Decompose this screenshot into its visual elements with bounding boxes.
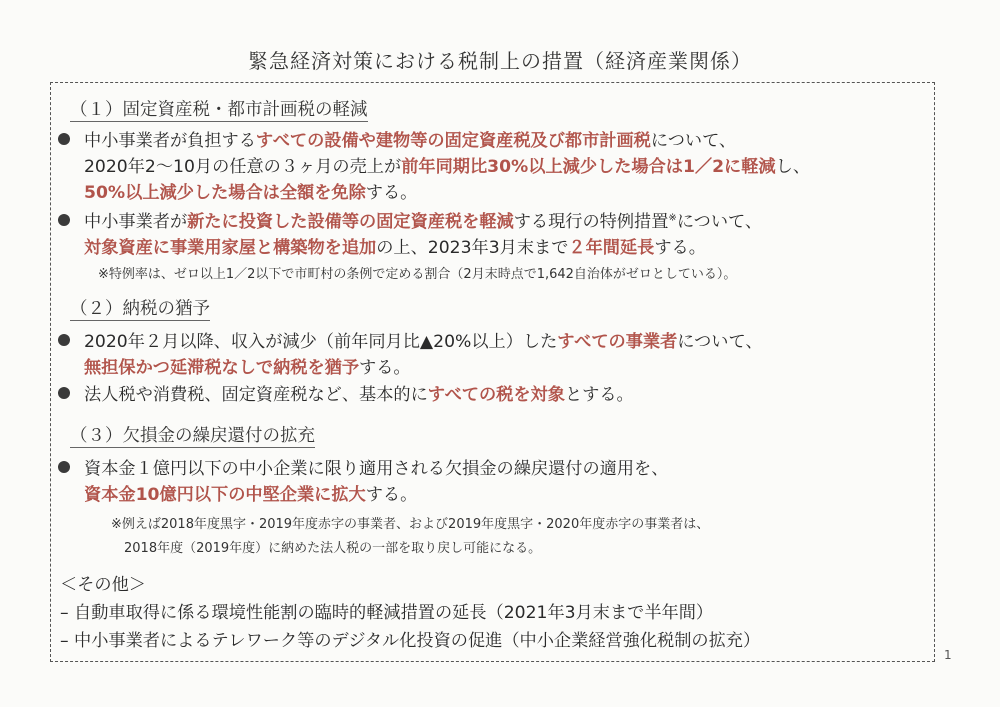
s2-b1-line1: 2020年２月以降、収入が減少（前年同月比▲20%以上）したすべての事業者について、 xyxy=(84,332,763,352)
bullet-icon xyxy=(58,461,70,473)
s1-b2-line1: 中小事業者が新たに投資した設備等の固定資産税を軽減する現行の特例措置※について、 xyxy=(84,212,763,232)
s1-b1-line3: 50%以上減少した場合は全額を免除する。 xyxy=(84,183,418,203)
s1-b1-line2: 2020年2～10月の任意の３ヶ月の売上が前年同期比30%以上減少した場合は1／2に軽減し、 xyxy=(84,157,811,177)
s3-b1-line1: 資本金１億円以下の中小企業に限り適用される欠損金の繰戻還付の適用を、 xyxy=(84,459,669,479)
s3-b1-line2: 資本金10億円以下の中堅企業に拡大する。 xyxy=(84,485,418,505)
other-item: – 中小事業者によるテレワーク等のデジタル化投資の促進（中小企業経営強化税制の拡充） xyxy=(60,631,761,651)
s2-b1-line2: 無担保かつ延滞税なしで納税を猶予する。 xyxy=(84,358,411,378)
section-3-heading: （３）欠損金の繰戻還付の拡充 xyxy=(70,426,315,446)
other-item: – 自動車取得に係る環境性能割の臨時的軽減措置の延長（2021年3月末まで半年間） xyxy=(60,603,714,623)
page-number: 1 xyxy=(944,648,952,662)
other-heading: ＜その他＞ xyxy=(60,575,146,595)
bullet-icon xyxy=(58,214,70,226)
section-1-heading: （１）固定資産税・都市計画税の軽減 xyxy=(70,100,368,120)
section-2-heading: （２）納税の猶予 xyxy=(70,299,210,319)
s3-footnote-2: 2018年度（2019年度）に納めた法人税の一部を取り戻し可能になる。 xyxy=(124,541,542,556)
bullet-icon xyxy=(58,387,70,399)
s3-footnote-1: ※例えば2018年度黒字・2019年度赤字の事業者、および2019年度黒字・2020年度赤字の事業者は、 xyxy=(111,517,710,532)
bullet-icon xyxy=(58,334,70,346)
s1-b1-line1: 中小事業者が負担するすべての設備や建物等の固定資産税及び都市計画税について、 xyxy=(84,131,737,151)
s2-b2-line1: 法人税や消費税、固定資産税など、基本的にすべての税を対象とする。 xyxy=(84,385,634,405)
bullet-icon xyxy=(58,133,70,145)
s1-footnote: ※特例率は、ゼロ以上1／2以下で市町村の条例で定める割合（2月末時点で1,642自治体がゼロとしている）。 xyxy=(98,267,737,282)
page-title: 緊急経済対策における税制上の措置（経済産業関係） xyxy=(248,49,752,73)
s1-b2-line2: 対象資産に事業用家屋と構築物を追加の上、2023年3月末まで２年間延長する。 xyxy=(84,238,706,258)
